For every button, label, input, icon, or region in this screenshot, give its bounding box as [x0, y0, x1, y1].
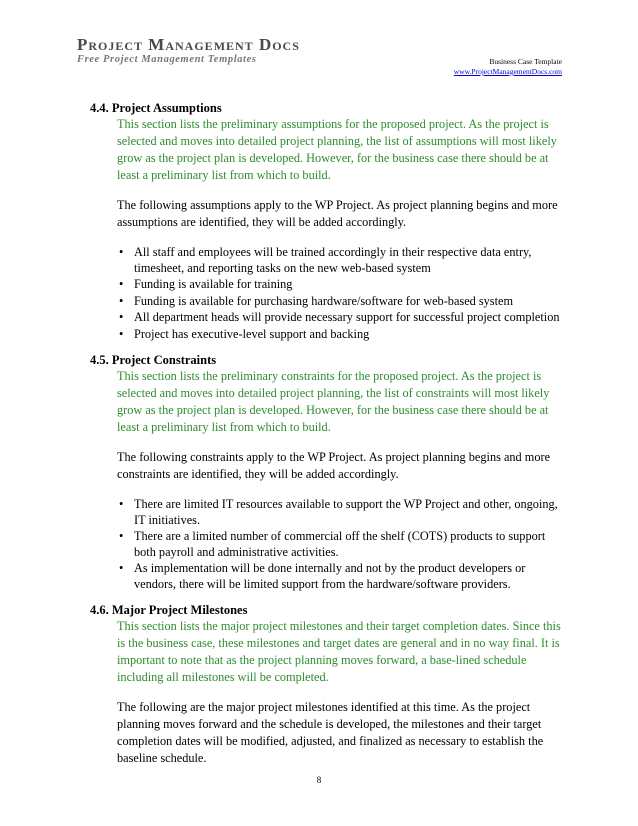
- logo: [77, 36, 300, 66]
- guidance-text: This section lists the preliminary assumptions for the proposed project. As the project is selected and moves into detailed project planning, the list of assumptions will most likely grow as the project plan is developed. However, for the business case there should be at least a preliminary list from which to build.: [117, 117, 557, 182]
- logo-title: Project Management Docs: [77, 35, 300, 54]
- section-milestones: [90, 602, 570, 767]
- document-body: [90, 100, 570, 767]
- bullet-list: [117, 245, 570, 342]
- page-number: 8: [316, 775, 322, 785]
- bullet-list: [117, 497, 570, 592]
- header-info: [454, 57, 562, 77]
- list-item: • Funding is available for training: [117, 277, 570, 293]
- list-item: • All staff and employees will be trained accordingly in their respective data entry, timesheet, and reporting tasks on the new web-based system: [117, 245, 570, 276]
- list-item: • There are limited IT resources available to support the WP Project and other, ongoing, IT initiatives.: [117, 497, 570, 528]
- section-title: 4.6. Major Project Milestones: [90, 603, 248, 617]
- intro-text: The following are the major project milestones identified at this time. As the project planning moves forward and the schedule is developed, the milestones and their target completion dates will be modified, adjusted, and finalized as necessary to establish the baseline schedule.: [117, 700, 544, 765]
- list-item: • All department heads will provide necessary support for successful project completion: [117, 310, 570, 326]
- intro-text: The following constraints apply to the WP Project. As project planning begins and more constraints are identified, they will be added accordingly.: [117, 450, 551, 481]
- list-item: • Project has executive-level support and backing: [117, 327, 570, 343]
- list-item: • Funding is available for purchasing hardware/software for web-based system: [117, 294, 570, 310]
- guidance-text: This section lists the preliminary constraints for the proposed project. As the project is selected and moves into detailed project planning, the list of constraints will most likely grow as the project plan is developed. However, for the business case there should be at least a preliminary list from which to build.: [117, 369, 550, 434]
- section-title: 4.4. Project Assumptions: [90, 101, 222, 115]
- website-link[interactable]: www.ProjectManagementDocs.com: [453, 67, 562, 76]
- intro-text: The following assumptions apply to the WP Project. As project planning begins and more assumptions are identified, they will be added accordingly.: [117, 198, 558, 229]
- section-constraints: [90, 352, 570, 592]
- guidance-text: This section lists the major project milestones and their target completion dates. Since this is the business case, these milestones and target dates are general and in no way final. It is important to note that as the project planning moves forward, a base-lined schedule including all milestones will be completed.: [117, 619, 561, 684]
- doc-type: Business Case Template: [489, 57, 562, 66]
- list-item: • As implementation will be done internally and not by the product developers or vendors, there will be limited support from the hardware/software providers.: [117, 561, 570, 592]
- list-item: • There are a limited number of commercial off the shelf (COTS) products to support both payroll and administrative activities.: [117, 529, 570, 560]
- section-title: 4.5. Project Constraints: [90, 353, 217, 367]
- logo-subtitle: Free Project Management Templates: [77, 54, 257, 65]
- section-assumptions: [90, 100, 570, 342]
